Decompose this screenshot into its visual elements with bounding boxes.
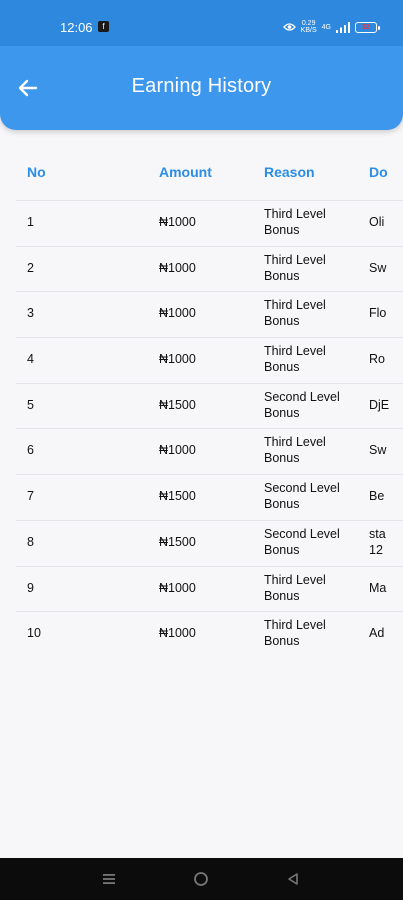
battery-percent: 32: [362, 23, 370, 31]
table-row[interactable]: [16, 291, 403, 337]
row-no: 2: [27, 260, 34, 275]
eye-comfort-icon: [283, 22, 296, 32]
reason-line: Bonus: [264, 223, 300, 237]
app-bar: [0, 0, 403, 130]
row-no: 8: [27, 534, 34, 549]
table-row[interactable]: [16, 200, 403, 246]
network-type: 4G: [321, 23, 331, 31]
row-reason: [264, 434, 349, 466]
reason-line: Bonus: [264, 268, 300, 283]
row-amount: ₦1500: [159, 489, 196, 504]
row-amount: ₦1500: [159, 534, 196, 549]
row-reason: [264, 206, 349, 238]
table-header: [16, 148, 403, 200]
row-reason: [264, 297, 349, 329]
row-donor: Oli: [369, 215, 385, 229]
app-notification-icon: f: [98, 21, 109, 32]
reason-line: Third Level: [264, 207, 326, 221]
row-reason: [264, 480, 349, 512]
reason-line: Second Level: [264, 389, 340, 404]
reason-line: Second Level: [264, 481, 340, 496]
row-donor: Ad: [369, 626, 385, 641]
table-row[interactable]: [16, 246, 403, 292]
reason-line: Bonus: [264, 497, 300, 512]
back-triangle-icon: [286, 872, 300, 886]
home-button[interactable]: [190, 868, 212, 890]
table-row[interactable]: [16, 566, 403, 612]
row-amount: ₦1000: [159, 306, 196, 321]
reason-line: Bonus: [264, 542, 300, 557]
row-donor: Be: [369, 489, 385, 504]
row-reason: [264, 526, 349, 558]
reason-line: Third Level: [264, 618, 326, 633]
table-row[interactable]: [16, 383, 403, 429]
row-donor: Sw: [369, 443, 387, 458]
status-bar: [0, 0, 403, 46]
header-no: No: [27, 164, 46, 180]
row-amount: ₦1000: [159, 215, 196, 229]
system-nav-bar: [0, 858, 403, 900]
row-reason: [264, 572, 349, 604]
recent-apps-button[interactable]: [98, 868, 120, 890]
system-back-button[interactable]: [282, 868, 304, 890]
row-donor: sta 12: [369, 526, 386, 557]
reason-line: Bonus: [264, 405, 300, 420]
row-no: 7: [27, 489, 34, 504]
header-amount: Amount: [159, 164, 212, 180]
reason-line: Third Level: [264, 252, 326, 267]
reason-line: Third Level: [264, 298, 326, 313]
row-donor: Ma: [369, 580, 387, 595]
row-no: 4: [27, 352, 34, 367]
status-time: 12:06: [60, 20, 93, 35]
row-no: 3: [27, 306, 34, 321]
row-donor: Sw: [369, 260, 387, 275]
reason-line: Third Level: [264, 572, 326, 587]
reason-line: Bonus: [264, 634, 300, 649]
recent-apps-icon: [102, 872, 116, 886]
signal-icon: [336, 22, 350, 33]
reason-line: Third Level: [264, 435, 326, 450]
row-donor: DjE: [369, 397, 390, 412]
reason-line: Third Level: [264, 344, 326, 359]
reason-line: Bonus: [264, 451, 300, 466]
row-donor: Ro: [369, 352, 385, 367]
table-row[interactable]: [16, 474, 403, 520]
row-no: 1: [27, 215, 34, 229]
row-reason: [264, 617, 349, 649]
row-reason: [264, 389, 349, 421]
header-reason: Reason: [264, 164, 315, 180]
row-no: 9: [27, 580, 34, 595]
reason-line: Second Level: [264, 526, 340, 541]
reason-line: Bonus: [264, 588, 300, 603]
reason-line: Bonus: [264, 360, 300, 375]
row-amount: ₦1000: [159, 352, 196, 367]
earnings-table: [16, 148, 403, 657]
row-no: 5: [27, 397, 34, 412]
page-title: Earning History: [131, 75, 272, 97]
net-speed: 0.29 KB/S: [300, 20, 317, 34]
row-amount: ₦1000: [159, 626, 196, 641]
row-reason: [264, 252, 349, 284]
home-circle-icon: [193, 871, 209, 887]
table-row[interactable]: [16, 337, 403, 383]
table-row[interactable]: [16, 520, 403, 566]
row-no: 6: [27, 443, 34, 458]
status-icons: [283, 19, 377, 35]
battery-icon: [355, 22, 377, 33]
header-donor: Do: [369, 164, 388, 180]
row-amount: ₦1000: [159, 443, 196, 458]
row-amount: ₦1500: [159, 397, 196, 412]
row-no: 10: [27, 626, 41, 641]
reason-line: Bonus: [264, 314, 300, 329]
table-row[interactable]: [16, 611, 403, 657]
table-row[interactable]: [16, 428, 403, 474]
row-reason: [264, 343, 349, 375]
row-donor: Flo: [369, 306, 387, 321]
row-amount: ₦1000: [159, 260, 196, 275]
row-amount: ₦1000: [159, 580, 196, 595]
